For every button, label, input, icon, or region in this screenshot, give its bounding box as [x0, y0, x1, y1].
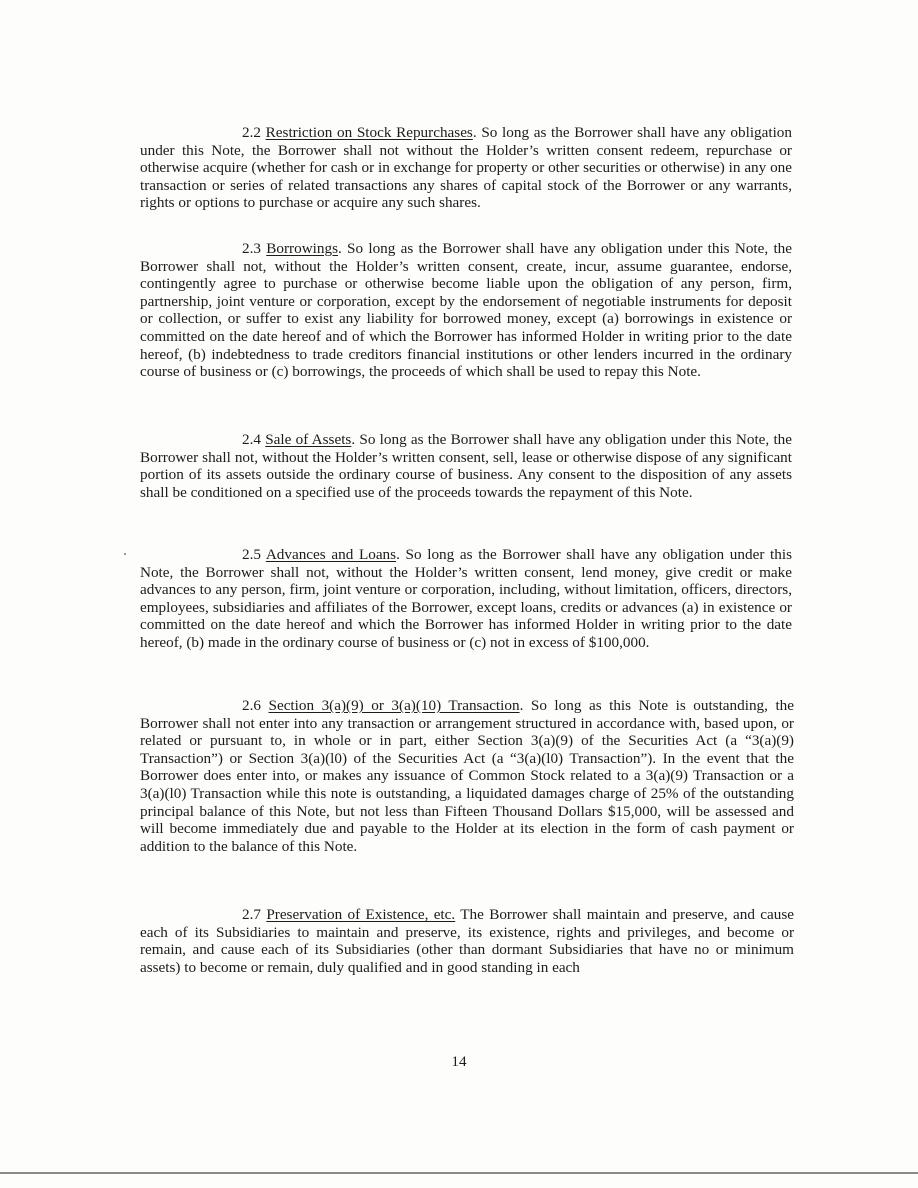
- section-body: . So long as the Borrower shall have any obligation under this Note, the Borrower shall not, without the Holder’s written consent, lend money, give credit or make advances to any person, firm, joint venture or corporation, including, without limitation, officers, directors, employees, subsidiaries and affiliates of the Borrower, except loans, credits or advances (a) in existence or committed on the date hereof and which the Borrower has informed Holder in writing prior to the date hereof, (b) made in the ordinary course of business or (c) not in excess of $100,000.: [140, 546, 792, 651]
- section-heading: Section 3(a)(9) or 3(a)(10) Transaction: [268, 697, 520, 714]
- section-heading: Preservation of Existence, etc.: [266, 906, 456, 923]
- section-number: 2.7: [242, 906, 261, 923]
- section-2-3: [140, 240, 792, 381]
- section-heading: Restriction on Stock Repurchases: [265, 124, 473, 141]
- section-body: . So long as the Borrower shall have any obligation under this Note, the Borrower shall not, without the Holder’s written consent, sell, lease or otherwise dispose of any significant portion of its assets outside the ordinary course of business. Any consent to the disposition of any assets shall be conditioned on a specified use of the proceeds towards the repayment of this Note.: [140, 431, 793, 501]
- scan-speck: [124, 553, 126, 555]
- section-heading: Advances and Loans: [265, 546, 397, 563]
- section-2-4: [140, 431, 792, 501]
- section-number: 2.2: [242, 124, 261, 141]
- section-heading: Sale of Assets: [265, 431, 352, 448]
- section-number: 2.5: [242, 546, 261, 563]
- section-2-5: [140, 546, 792, 652]
- section-number: 2.3: [242, 240, 261, 257]
- section-number: 2.4: [242, 431, 261, 448]
- section-2-6: [140, 697, 794, 855]
- section-number: 2.6: [242, 697, 261, 714]
- page-number: 14: [451, 1053, 467, 1070]
- section-body: . So long as the Borrower shall have any obligation under this Note, the Borrower shall not without the Holder’s written consent redeem, repurchase or otherwise acquire (whether for cash or in exchange for property or other securities or otherwise) in any one transaction or series of related transactions any shares of capital stock of the Borrower or any warrants, rights or options to purchase or acquire any such shares.: [140, 124, 792, 212]
- section-heading: Borrowings: [266, 240, 338, 257]
- section-2-2: [140, 124, 792, 212]
- section-body: . So long as the Borrower shall have any obligation under this Note, the Borrower shall not, without the Holder’s written consent, create, incur, assume guarantee, endorse, contingently agree to purchase or otherwise become liable upon the obligation of any person, firm, partnership, joint venture or corporation, except by the endorsement of negotiable instruments for deposit or collection, or suffer to exist any liability for borrowed money, except (a) borrowings in existence or committed on the date hereof and of which the Borrower has informed Holder in writing prior to the date hereof, (b) indebtedness to trade creditors financial institutions or other lenders incurred in the ordinary course of business or (c) borrowings, the proceeds of which shall be used to repay this Note.: [140, 240, 793, 381]
- section-body: . So long as this Note is outstanding, the Borrower shall not enter into any transaction or arrangement structured in accordance with, based upon, or related or pursuant to, in whole or in part, either Section 3(a)(9) of the Securities Act (a “3(a)(9) Transaction”) or Section 3(a)(l0) of the Securities Act (a “3(a)(l0) Transaction”). In the event that the Borrower does enter into, or makes any issuance of Common Stock related to a 3(a)(9) Transaction or a 3(a)(l0) Transaction while this note is outstanding, a liquidated damages charge of 25% of the outstanding principal balance of this Note, but not less than Fifteen Thousand Dollars $15,000, will be assessed and will become immediately due and payable to the Holder at its election in the form of cash payment or addition to the balance of this Note.: [140, 697, 794, 855]
- scan-edge-line: [0, 1172, 918, 1174]
- section-body: The Borrower shall maintain and preserve, and cause each of its Subsidiaries to maintain and preserve, its existence, rights and privileges, and become or remain, and cause each of its Subsidiaries (other than dormant Subsidiaries that have no or minimum assets) to become or remain, duly qualified and in good standing in each: [140, 906, 794, 976]
- section-2-7: [140, 906, 794, 976]
